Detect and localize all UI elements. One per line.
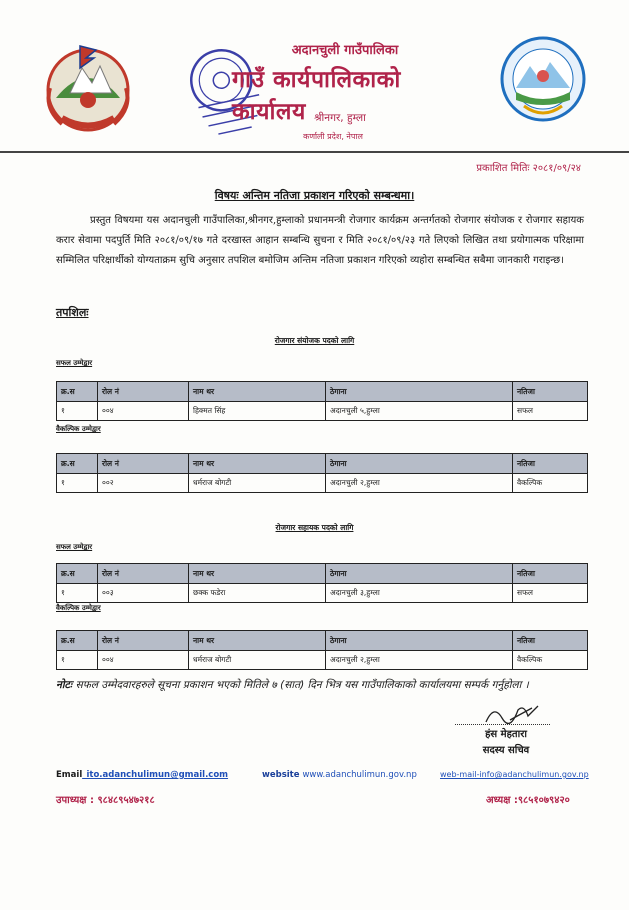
signature-line (455, 724, 550, 725)
website-link[interactable]: www.adanchulimun.gov.np (302, 770, 417, 780)
group-label: सफल उम्मेद्वार (56, 543, 93, 551)
column-header: क्र.स (57, 382, 98, 402)
table-cell: ००४ (98, 651, 189, 670)
table-cell: अदानचुली ५,हुम्ला (326, 402, 513, 421)
table-cell: अदानचुली २,हुम्ला (326, 474, 513, 493)
column-header: रोल नं (98, 631, 189, 651)
tapasil-heading: तपशिलः (56, 306, 89, 319)
result-table (56, 630, 588, 670)
email-label: Email (56, 770, 83, 780)
result-table (56, 381, 588, 421)
result-table (56, 563, 588, 603)
column-header: नाम थर (189, 454, 326, 474)
table-cell: ००४ (98, 402, 189, 421)
table-cell: १ (57, 651, 98, 670)
body-text: प्रस्तुत विषयमा यस अदानचुली गाउँपालिका,श्रीनगर,हुम्लाको प्रधानमन्त्री रोजगार कार्यक्रम अन्तर्गतको रोजगार संयोजक र रोजगार सहायक करार सेवामा पदपुर्ति मिति २०८१/०९/१७ गते दरखास्त आहान सम्बन्धि सुचना र मिति २०८१/०९/२३ गते लिएको लिखित तथा प्रयोगात्मक परिक्षामा सम्मिलित परिक्षार्थीको योग्यताक्रम सुचि अनुसार तपशिल बमोजिम अन्तिम नतिजा प्रकाशन गरिएको व्यहोरा सम्बन्धित सबैमा जानकारी गराइन्छ। (56, 215, 584, 266)
group-label: वैकल्पिक उम्मेद्वार (56, 425, 101, 433)
table-cell: धर्मराज बोगटी (189, 474, 326, 493)
table-cell: अदानचुली ३,हुम्ला (326, 584, 513, 603)
table-row (57, 584, 588, 603)
office-name: अदानचुली गाउँपालिका (291, 43, 399, 58)
column-header: नतिजा (513, 631, 588, 651)
column-header: नतिजा (513, 382, 588, 402)
table-header-row (57, 564, 588, 584)
column-header: नाम थर (189, 564, 326, 584)
publish-date: प्रकाशित मितिः २०८१/०९/२४ (476, 163, 581, 174)
table-header-row (57, 454, 588, 474)
header-divider (0, 151, 629, 153)
table-cell: धर्मराज बोगटी (189, 651, 326, 670)
column-header: क्र.स (57, 454, 98, 474)
office-province: कर्णाली प्रदेश, नेपाल (303, 132, 363, 141)
body-paragraph (56, 211, 584, 271)
table-cell: १ (57, 584, 98, 603)
column-header: नतिजा (513, 564, 588, 584)
table-header-row (57, 382, 588, 402)
subject-line (0, 188, 629, 203)
table-cell: ००२ (98, 474, 189, 493)
column-header: ठेगाना (326, 454, 513, 474)
table-cell: अदानचुली २,हुम्ला (326, 651, 513, 670)
column-header: रोल नं (98, 454, 189, 474)
table-cell: वैकल्पिक (513, 474, 588, 493)
signatory-post: सदस्य सचिव (482, 745, 530, 756)
email-link[interactable]: _ito.adanchulimun@gmail.com (82, 770, 229, 780)
column-header: ठेगाना (326, 631, 513, 651)
phone-chair: अध्यक्ष :९८५१०७९४२० (486, 795, 570, 806)
table-cell: सफल (513, 402, 588, 421)
table-row (57, 651, 588, 670)
column-header: क्र.स (57, 631, 98, 651)
table-row (57, 474, 588, 493)
column-header: ठेगाना (326, 382, 513, 402)
table-cell: वैकल्पिक (513, 651, 588, 670)
table-cell: सफल (513, 584, 588, 603)
subject-text: विषयः अन्तिम नतिजा प्रकाशन गरिएको सम्बन्धमा। (214, 189, 415, 202)
table-cell: १ (57, 402, 98, 421)
section-title: रोजगार सहायक पदको लागि (275, 523, 354, 532)
column-header: रोल नं (98, 382, 189, 402)
column-header: नाम थर (189, 382, 326, 402)
phone-vice-chair: उपाध्यक्ष : ९८४८९५४७२१८ (56, 795, 155, 806)
note-label: नोटः (56, 679, 72, 691)
group-label: सफल उम्मेद्वार (56, 359, 93, 367)
municipality-logo-icon (500, 36, 586, 122)
column-header: क्र.स (57, 564, 98, 584)
section-title: रोजगार संयोजक पदको लागि (274, 336, 355, 345)
nepal-emblem-icon (42, 38, 134, 138)
table-row (57, 402, 588, 421)
column-header: नतिजा (513, 454, 588, 474)
webmail-link[interactable]: web-mail-info@adanchulimun.gov.np (440, 770, 589, 779)
table-cell: ००३ (98, 584, 189, 603)
column-header: रोल नं (98, 564, 189, 584)
table-cell: हिक्मत सिंह (189, 402, 326, 421)
table-cell: १ (57, 474, 98, 493)
office-place: श्रीनगर, हुम्ला (314, 112, 366, 124)
note (56, 678, 596, 692)
footer-website (262, 770, 417, 780)
group-label: वैकल्पिक उम्मेद्वार (56, 604, 101, 612)
note-text: सफल उम्मेदवारहरुले सूचना प्रकाशन भएको मितिले ७ (सात) दिन भित्र यस गाउँपालिकाको कार्यालयमा सम्पर्क गर्नुहोला । (75, 679, 529, 691)
result-table (56, 453, 588, 493)
office-title: गाउँ कार्यपालिकाको कार्यालय (232, 66, 401, 125)
table-header-row (57, 631, 588, 651)
signatory-name: हंस मेहतारा (485, 729, 527, 740)
column-header: नाम थर (189, 631, 326, 651)
table-cell: छक्क फडेरा (189, 584, 326, 603)
website-label: website (262, 770, 300, 780)
column-header: ठेगाना (326, 564, 513, 584)
footer-email (56, 770, 228, 780)
